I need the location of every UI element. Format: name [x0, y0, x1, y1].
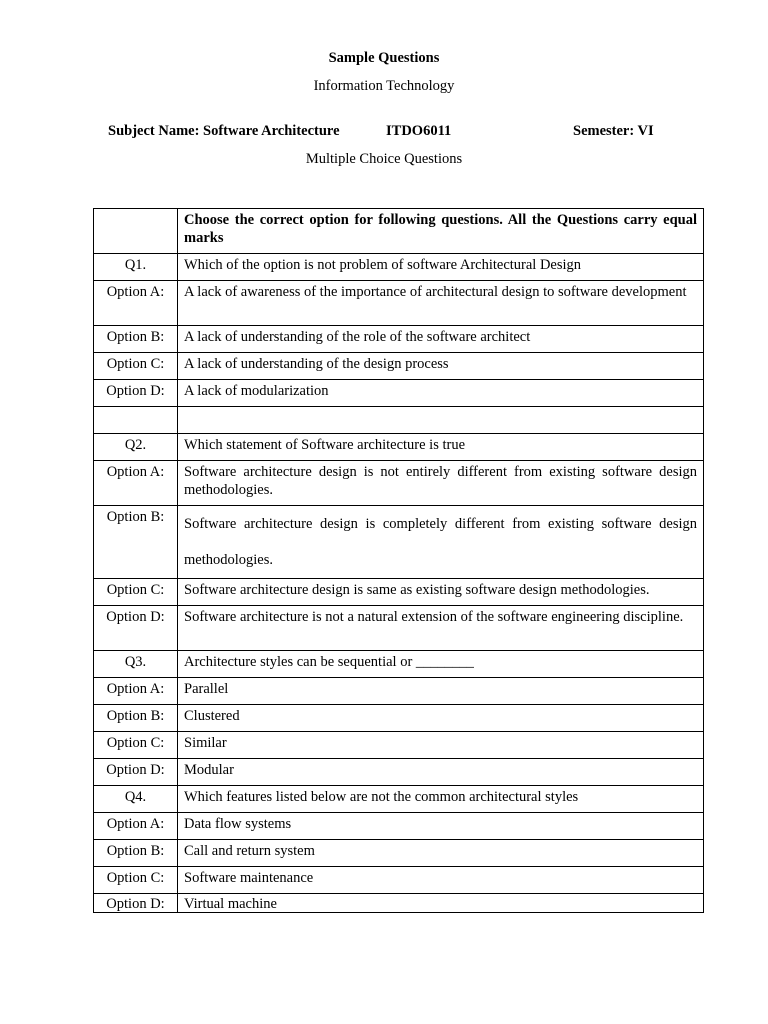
- option-label: Option C:: [94, 579, 178, 606]
- spacer-row: [94, 407, 704, 434]
- option-row: [94, 461, 704, 506]
- option-label: Option A:: [94, 461, 178, 506]
- option-text: Parallel: [178, 678, 704, 705]
- question-row-q1: [94, 254, 704, 281]
- questions-table: [93, 208, 704, 913]
- option-row: [94, 353, 704, 380]
- question-row-q3: [94, 651, 704, 678]
- option-row: [94, 506, 704, 579]
- option-text: Software maintenance: [178, 867, 704, 894]
- option-label: Option C:: [94, 353, 178, 380]
- option-text: Software architecture design is not entirely different from existing software design methodologies.: [178, 461, 704, 506]
- option-row: [94, 732, 704, 759]
- option-label: Option D:: [94, 380, 178, 407]
- document-title: Sample Questions: [328, 50, 440, 66]
- option-row: [94, 813, 704, 840]
- option-row: [94, 606, 704, 651]
- option-row: [94, 867, 704, 894]
- section-title: Multiple Choice Questions: [305, 151, 463, 167]
- option-label: Option B:: [94, 840, 178, 867]
- empty-cell: [94, 209, 178, 254]
- semester: Semester: VI: [573, 123, 654, 139]
- option-text: Data flow systems: [178, 813, 704, 840]
- option-text: Virtual machine: [178, 894, 704, 913]
- option-label: Option A:: [94, 281, 178, 326]
- question-row-q2: [94, 434, 704, 461]
- option-label: Option B:: [94, 326, 178, 353]
- option-text: Software architecture is not a natural extension of the software engineering discipline.: [178, 606, 704, 651]
- option-row: [94, 705, 704, 732]
- option-label: Option A:: [94, 678, 178, 705]
- question-text: Which of the option is not problem of software Architectural Design: [178, 254, 704, 281]
- option-label: Option D:: [94, 894, 178, 913]
- option-text: Software architecture design is same as existing software design methodologies.: [178, 579, 704, 606]
- department-name: Information Technology: [313, 78, 455, 94]
- option-label: Option B:: [94, 705, 178, 732]
- option-row: [94, 326, 704, 353]
- subject-name: Subject Name: Software Architecture: [108, 123, 340, 139]
- instruction-row: [94, 209, 704, 254]
- option-label: Option C:: [94, 867, 178, 894]
- option-label: Option C:: [94, 732, 178, 759]
- option-text: A lack of modularization: [178, 380, 704, 407]
- question-row-q4: [94, 786, 704, 813]
- option-text: Software architecture design is completely different from existing software design methodologies.: [178, 506, 704, 579]
- question-number: Q3.: [94, 651, 178, 678]
- empty-cell: [178, 407, 704, 434]
- option-text: A lack of understanding of the role of the software architect: [178, 326, 704, 353]
- question-number: Q1.: [94, 254, 178, 281]
- question-number: Q2.: [94, 434, 178, 461]
- option-text: Call and return system: [178, 840, 704, 867]
- question-text: Which statement of Software architecture is true: [178, 434, 704, 461]
- instruction-text: Choose the correct option for following questions. All the Questions carry equal marks: [178, 209, 704, 254]
- option-row: [94, 281, 704, 326]
- option-row: [94, 840, 704, 867]
- question-text: Architecture styles can be sequential or ________: [178, 651, 704, 678]
- option-text: Similar: [178, 732, 704, 759]
- option-text: A lack of awareness of the importance of architectural design to software development: [178, 281, 704, 326]
- question-number: Q4.: [94, 786, 178, 813]
- option-label: Option D:: [94, 759, 178, 786]
- subject-code: ITDO6011: [386, 123, 452, 139]
- option-text: A lack of understanding of the design process: [178, 353, 704, 380]
- option-row: [94, 759, 704, 786]
- option-row: [94, 579, 704, 606]
- option-label: Option A:: [94, 813, 178, 840]
- empty-cell: [94, 407, 178, 434]
- option-row: [94, 678, 704, 705]
- option-text: Modular: [178, 759, 704, 786]
- option-label: Option B:: [94, 506, 178, 579]
- option-label: Option D:: [94, 606, 178, 651]
- option-text: Clustered: [178, 705, 704, 732]
- question-text: Which features listed below are not the common architectural styles: [178, 786, 704, 813]
- option-row: [94, 894, 704, 913]
- option-row: [94, 380, 704, 407]
